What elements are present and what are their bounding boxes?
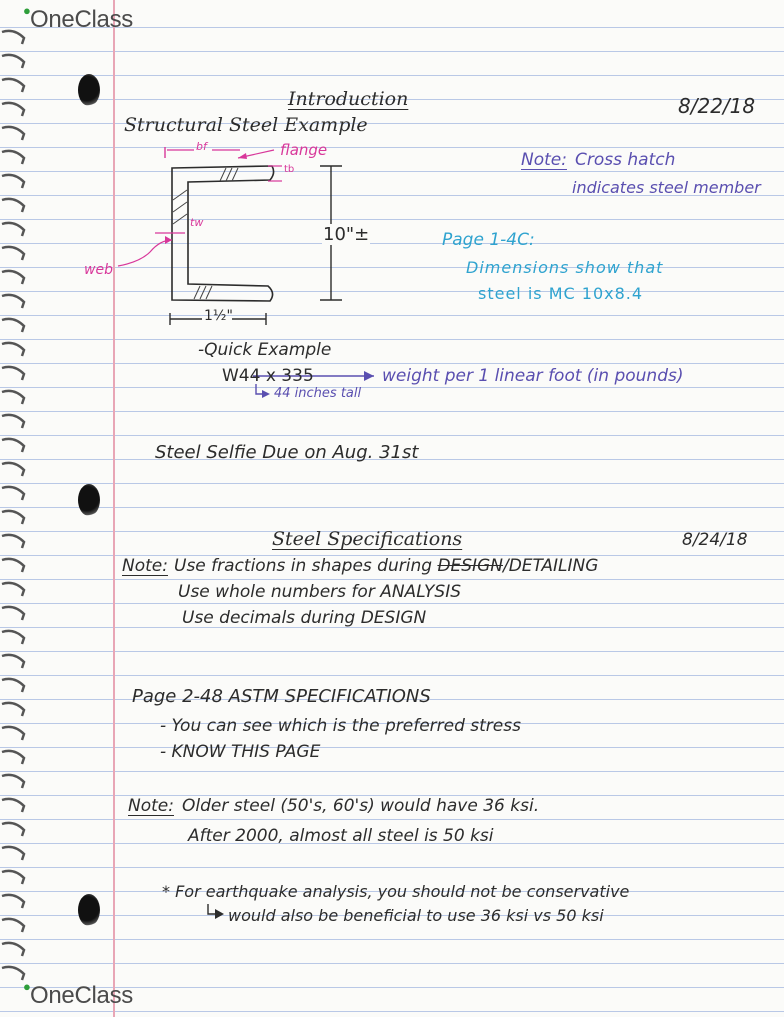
note2-line-2: After 2000, almost all steel is 50 ksi xyxy=(188,826,494,846)
bf-label: bf xyxy=(196,140,207,153)
tall-note: 44 inches tall xyxy=(274,386,362,401)
web-label: web xyxy=(84,262,113,278)
width-label: 1½" xyxy=(204,308,233,324)
depth-label: 10"± xyxy=(323,224,370,245)
specs-title: Steel Specifications xyxy=(272,528,463,550)
note-label: Note: xyxy=(521,150,567,170)
steel-selfie: Steel Selfie Due on Aug. 31st xyxy=(155,442,419,463)
intro-date: 8/22/18 xyxy=(678,94,756,118)
note2-line-1: Older steel (50's, 60's) would have 36 ksi. xyxy=(182,796,540,816)
tw-label: tw xyxy=(190,216,204,229)
note-line-2: indicates steel member xyxy=(572,178,761,197)
line1-post: /DETAILING xyxy=(502,556,599,576)
logo-text: OneClass xyxy=(30,982,133,1009)
specs-line-3: Use decimals during DESIGN xyxy=(182,608,427,628)
dims-line-1: Dimensions show that xyxy=(466,258,664,277)
designation: W44 x 335 xyxy=(222,366,314,386)
dims-line-2: steel is MC 10x8.4 xyxy=(478,284,644,303)
specs-line-1 xyxy=(174,556,598,576)
note-line-1: Cross hatch xyxy=(575,150,676,170)
astm-heading: Page 2-48 ASTM SPECIFICATIONS xyxy=(132,686,431,707)
earthquake-line-1: * For earthquake analysis, you should not be conservative xyxy=(162,882,630,901)
example-heading: Structural Steel Example xyxy=(124,114,368,136)
intro-title: Introduction xyxy=(288,88,409,110)
quick-example: -Quick Example xyxy=(198,340,332,360)
line1-pre: Use fractions in shapes during xyxy=(174,556,433,576)
specs-line-2: Use whole numbers for ANALYSIS xyxy=(178,582,462,602)
note2-label: Note: xyxy=(128,796,174,816)
tb-label: tb xyxy=(284,164,295,175)
channel-section-outline xyxy=(172,166,274,301)
specs-date: 8/24/18 xyxy=(682,530,748,550)
apple-icon: ● xyxy=(23,979,31,994)
astm-bullet-1: - You can see which is the preferred stress xyxy=(160,716,521,736)
page-ref: Page 1-4C: xyxy=(442,230,535,250)
specs-note-label: Note: xyxy=(122,556,168,576)
apple-icon: ● xyxy=(23,3,31,18)
weight-note: weight per 1 linear foot (in pounds) xyxy=(382,366,684,386)
astm-bullet-2: - KNOW THIS PAGE xyxy=(160,742,321,762)
logo-text: OneClass xyxy=(30,6,133,33)
line1-struck: DESIGN xyxy=(437,556,503,576)
earthquake-line-2: would also be beneficial to use 36 ksi vs 50 ksi xyxy=(228,906,604,925)
flange-label: flange xyxy=(280,141,328,159)
